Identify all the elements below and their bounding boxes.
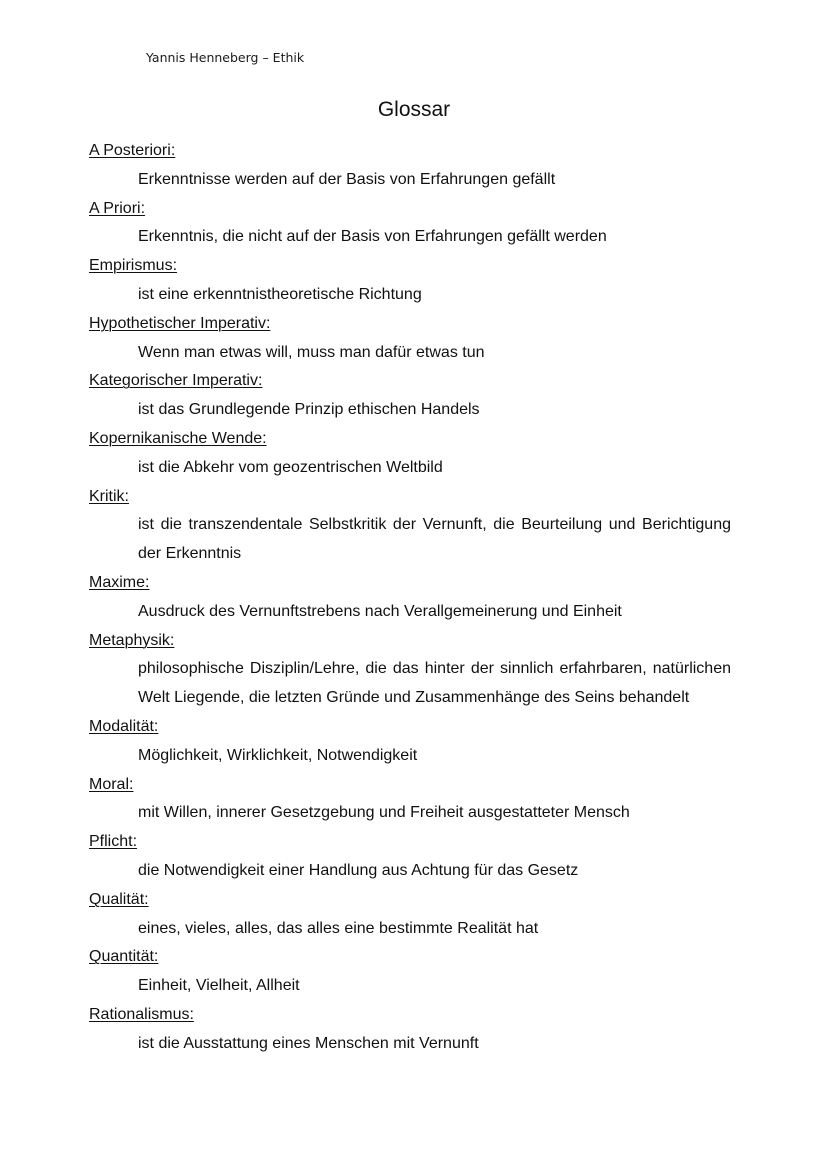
glossary-term: Metaphysik: — [89, 631, 175, 649]
glossary-term: Hypothetischer Imperativ: — [89, 314, 271, 332]
glossary-term: Kritik: — [89, 487, 129, 505]
glossary-term: Modalität: — [89, 717, 159, 735]
glossary-term: Qualität: — [89, 890, 149, 908]
glossary-definition: Möglichkeit, Wirklichkeit, Notwendigkeit — [138, 746, 418, 764]
glossary-entry — [89, 943, 731, 1001]
glossary-definition: Ausdruck des Vernunftstrebens nach Verallgemeinerung und Einheit — [138, 602, 622, 620]
glossary-term: Empirismus: — [89, 257, 178, 275]
glossary-definition: eines, vieles, alles, das alles eine bestimmte Realität hat — [138, 919, 539, 937]
glossary-entry — [89, 483, 731, 569]
glossary-entry — [89, 771, 731, 829]
glossary-entry — [89, 195, 731, 253]
glossary-entry — [89, 886, 731, 944]
glossary-definition: ist das Grundlegende Prinzip ethischen Handels — [138, 401, 480, 419]
glossary-term: Quantität: — [89, 948, 159, 966]
glossary-entry — [89, 367, 731, 425]
glossary-term: Maxime: — [89, 573, 150, 591]
glossary-definition: Einheit, Vielheit, Allheit — [138, 977, 300, 995]
glossary-definition: mit Willen, innerer Gesetzgebung und Freiheit ausgestatteter Mensch — [138, 804, 630, 822]
glossary-term: Moral: — [89, 775, 134, 793]
glossary-definition: Erkenntnis, die nicht auf der Basis von Erfahrungen gefällt werden — [138, 228, 607, 246]
glossary-term: A Priori: — [89, 199, 146, 217]
glossary-definition: ist eine erkenntnistheoretische Richtung — [138, 285, 422, 303]
glossary-definition: ist die transzendentale Selbstkritik der Vernunft, die Beurteilung und Berichtigung der Erkenntnis — [138, 516, 731, 563]
glossary-entry — [89, 252, 731, 310]
page-header: Yannis Henneberg – Ethik — [146, 50, 305, 65]
glossary-term: Rationalismus: — [89, 1005, 194, 1023]
glossary-term: Kategorischer Imperativ: — [89, 372, 263, 390]
glossary-entry — [89, 713, 731, 771]
page-title: Glossar — [377, 98, 451, 121]
glossary-entry — [89, 627, 731, 713]
glossary-definition: Wenn man etwas will, muss man dafür etwas tun — [138, 343, 485, 361]
glossary-entry — [89, 828, 731, 886]
glossary-definition: philosophische Disziplin/Lehre, die das hinter der sinnlich erfahrbaren, natürlichen Welt Liegende, die letzten Gründe und Zusammenhänge des Seins behandelt — [138, 660, 731, 707]
glossary-definition: ist die Abkehr vom geozentrischen Weltbild — [138, 458, 443, 476]
glossary-term: A Posteriori: — [89, 142, 176, 159]
glossary-entry — [89, 425, 731, 483]
glossary-list — [89, 137, 731, 1059]
glossary-definition: Erkenntnisse werden auf der Basis von Erfahrungen gefällt — [138, 170, 556, 188]
glossary-definition: ist die Ausstattung eines Menschen mit Vernunft — [138, 1034, 479, 1052]
glossary-term: Kopernikanische Wende: — [89, 429, 267, 447]
glossary-entry — [89, 310, 731, 368]
glossary-term: Pflicht: — [89, 833, 138, 851]
glossary-entry — [89, 137, 731, 195]
glossary-definition: die Notwendigkeit einer Handlung aus Achtung für das Gesetz — [138, 861, 579, 879]
glossary-entry — [89, 1001, 731, 1059]
glossary-entry — [89, 569, 731, 627]
